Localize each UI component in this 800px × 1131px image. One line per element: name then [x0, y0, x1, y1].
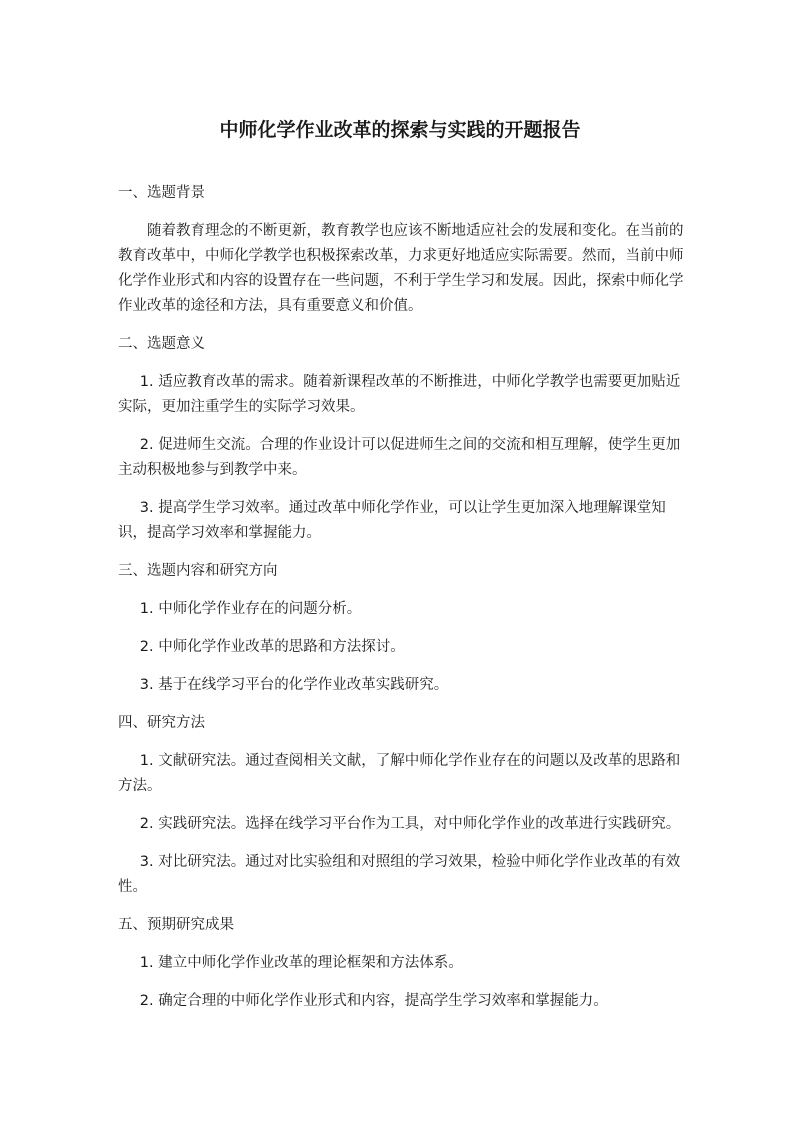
content-item-2: 2. 中师化学作业改革的思路和方法探讨。: [139, 639, 405, 655]
result-item-1: 1. 建立中师化学作业改革的理论框架和方法体系。: [139, 955, 463, 971]
significance-item-1: 1. 适应教育改革的需求。随着新课程改革的不断推进，中师化学教学也需要更加贴近实际，更加注重学生的实际学习效果。: [118, 374, 681, 415]
result-item-2: 2. 确定合理的中师化学作业形式和内容，提高学生学习效率和掌握能力。: [139, 993, 608, 1009]
section-heading-content-direction: 三、选题内容和研究方向: [118, 563, 278, 579]
document-title: 中师化学作业改革的探索与实践的开题报告: [219, 119, 581, 141]
background-paragraph: 随着教育理念的不断更新，教育教学也应该不断地适应社会的发展和变化。在当前的教育改革中，中师化学教学也积极探索改革，力求更好地适应实际需要。然而，当前中师化学作业形式和内容的设置存在一些问题，不利于学生学习和发展。因此，探索中师化学作业改革的途径和方法，具有重要意义和价值。: [118, 223, 684, 314]
method-item-2: 2. 实践研究法。选择在线学习平台作为工具，对中师化学作业的改革进行实践研究。: [139, 816, 681, 832]
section-heading-significance: 二、选题意义: [118, 336, 205, 352]
section-heading-background: 一、选题背景: [118, 185, 205, 201]
document-body: [118, 181, 688, 1027]
content-item-1: 1. 中师化学作业存在的问题分析。: [139, 601, 362, 617]
content-item-3: 3. 基于在线学习平台的化学作业改革实践研究。: [139, 677, 449, 693]
section-heading-methods: 四、研究方法: [118, 715, 205, 731]
significance-item-2: 2. 促进师生交流。合理的作业设计可以促进师生之间的交流和相互理解，使学生更加主动积极地参与到教学中来。: [118, 437, 681, 478]
method-item-3: 3. 对比研究法。通过对比实验组和对照组的学习效果，检验中师化学作业改革的有效性。: [118, 854, 681, 895]
method-item-1: 1. 文献研究法。通过查阅相关文献，了解中师化学作业存在的问题以及改革的思路和方法。: [118, 753, 681, 794]
section-heading-expected-results: 五、预期研究成果: [118, 917, 234, 933]
significance-item-3: 3. 提高学生学习效率。通过改革中师化学作业，可以让学生更加深入地理解课堂知识，提高学习效率和掌握能力。: [118, 500, 666, 541]
